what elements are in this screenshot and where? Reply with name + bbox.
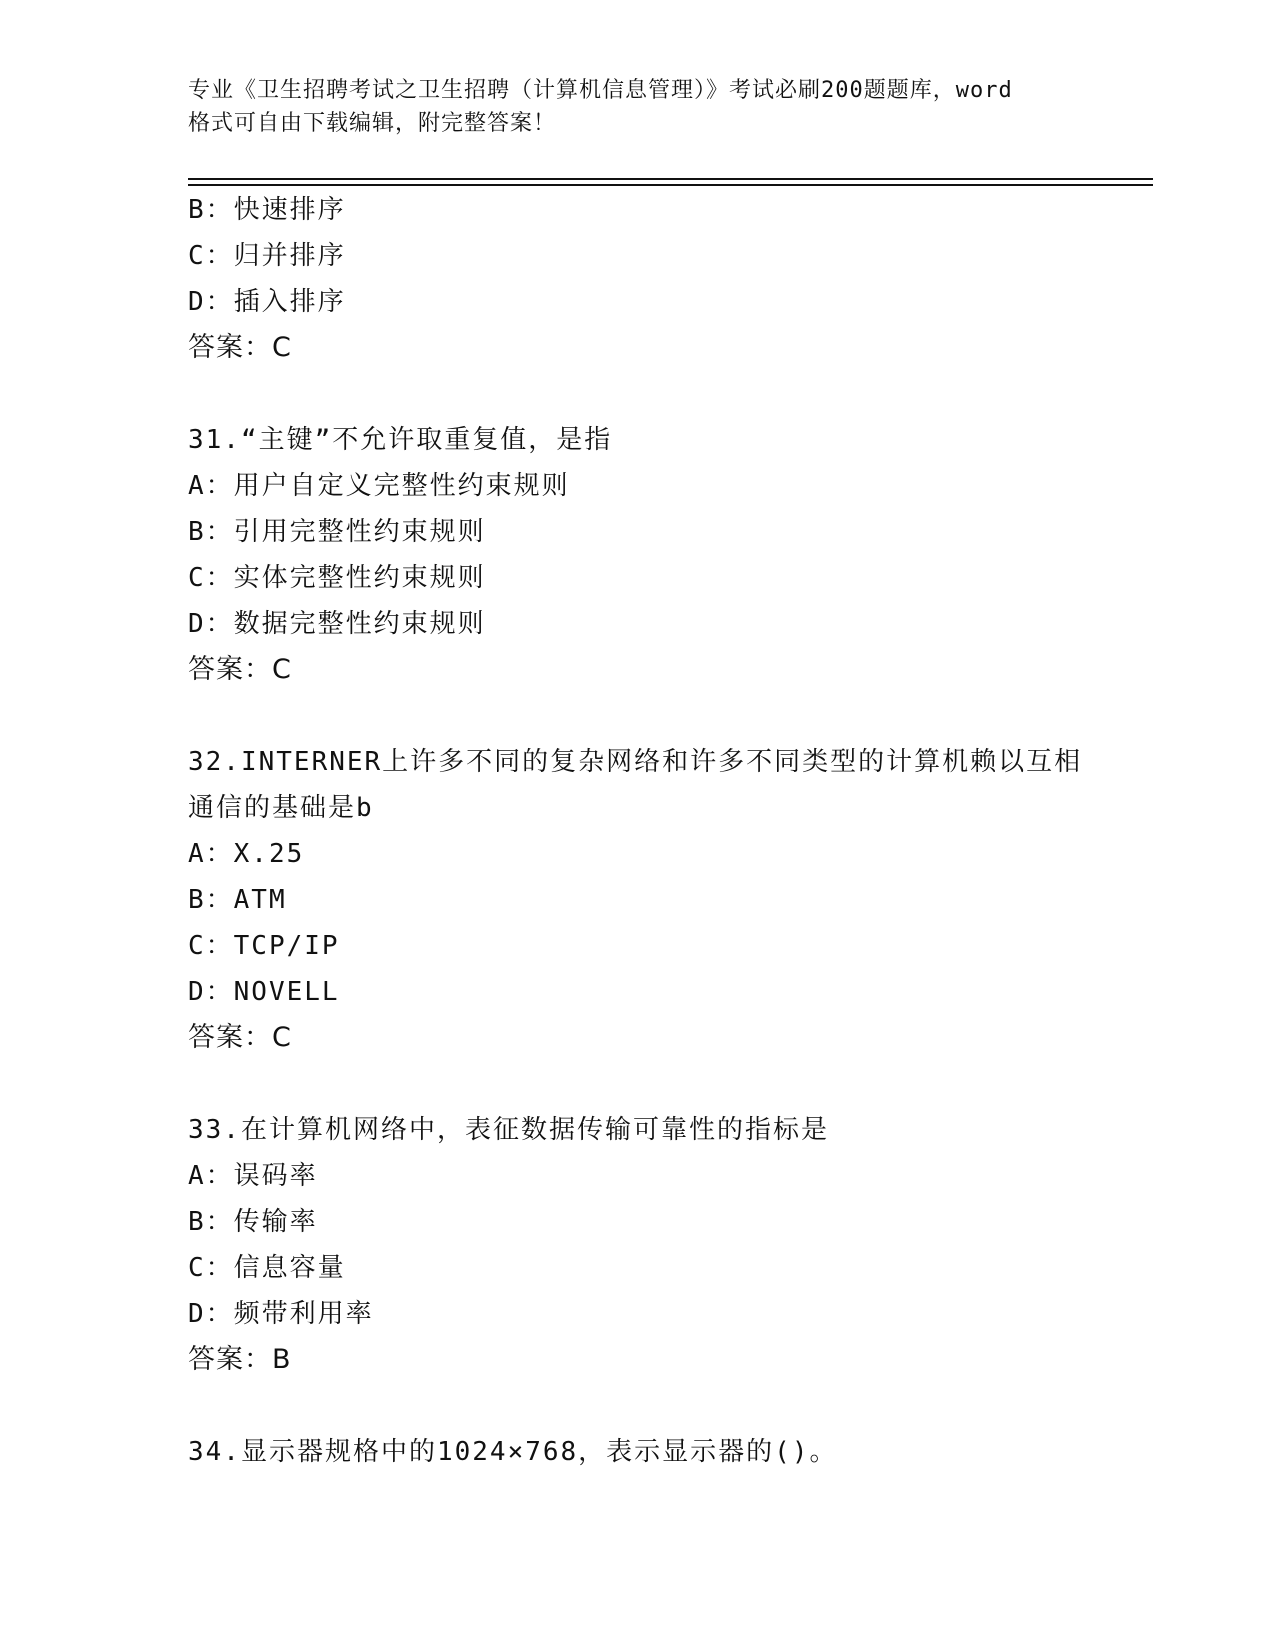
- spacer: [188, 1383, 1088, 1429]
- question-block-prev: [188, 187, 1088, 371]
- option-a: A：X.25: [188, 839, 305, 869]
- question-block-34: [188, 1429, 1088, 1475]
- answer: 答案：B: [188, 1344, 292, 1375]
- answer: 答案：C: [188, 1022, 292, 1053]
- spacer: [188, 1061, 1088, 1107]
- spacer: [188, 693, 1088, 739]
- option-b: B：ATM: [188, 885, 287, 915]
- answer: 答案：C: [188, 332, 292, 363]
- option-b: B：引用完整性约束规则: [188, 517, 486, 547]
- option-b: B：快速排序: [188, 195, 346, 225]
- header-line-2: 格式可自由下载编辑，附完整答案！: [188, 111, 557, 136]
- question-list: [188, 187, 1088, 1475]
- question-text: 31.“主键”不允许取重复值，是指: [188, 425, 613, 455]
- option-d: D：频带利用率: [188, 1299, 374, 1329]
- question-text-line-2: 通信的基础是b: [188, 793, 374, 823]
- answer: 答案：C: [188, 654, 292, 685]
- header-divider-bottom: [188, 184, 1153, 186]
- option-d: D：插入排序: [188, 287, 346, 317]
- document-header: [188, 74, 1088, 140]
- question-text: 33.在计算机网络中，表征数据传输可靠性的指标是: [188, 1115, 829, 1145]
- option-c: C：归并排序: [188, 241, 346, 271]
- question-block-33: [188, 1107, 1088, 1383]
- question-text: 34.显示器规格中的1024×768，表示显示器的()。: [188, 1437, 838, 1467]
- header-line-1: 专业《卫生招聘考试之卫生招聘（计算机信息管理）》考试必刷200题题库，word: [188, 78, 1013, 103]
- option-c: C：实体完整性约束规则: [188, 563, 486, 593]
- question-block-32: [188, 739, 1088, 1061]
- option-d: D：数据完整性约束规则: [188, 609, 486, 639]
- option-d: D：NOVELL: [188, 977, 340, 1007]
- question-text-line-1: 32.INTERNER上许多不同的复杂网络和许多不同类型的计算机赖以互相: [188, 747, 1083, 777]
- option-b: B：传输率: [188, 1207, 318, 1237]
- option-c: C：信息容量: [188, 1253, 346, 1283]
- option-c: C：TCP/IP: [188, 931, 340, 961]
- spacer: [188, 371, 1088, 417]
- header-divider-top: [188, 178, 1153, 180]
- option-a: A：用户自定义完整性约束规则: [188, 471, 570, 501]
- option-a: A：误码率: [188, 1161, 318, 1191]
- question-block-31: [188, 417, 1088, 693]
